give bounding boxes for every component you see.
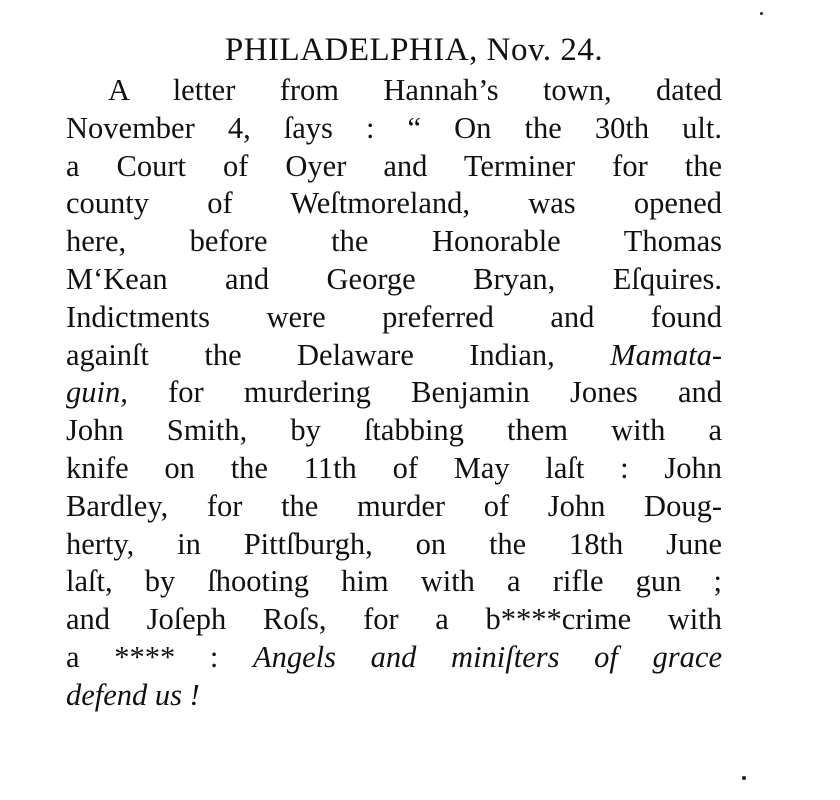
line-9-suffix: for murdering Benjamin Jones and (127, 375, 722, 410)
article-line-13: herty, in Pittſburgh, on the 18th June (66, 526, 722, 561)
article-line-7: Indictments were preferred and found (66, 299, 722, 334)
italic-mamataguin-1: Mamata- (610, 337, 722, 372)
article-line-12: Bardley, for the murder of John Doug- (66, 488, 722, 523)
italic-mamataguin-2: guin, (66, 375, 128, 410)
article-line-8 (66, 337, 722, 375)
italic-angels: Angels and miniſters of grace (252, 639, 722, 674)
article-line-4: county of Weſtmoreland, was opened (66, 186, 722, 221)
article-headline: PHILADELPHIA, Nov. 24. (224, 32, 604, 68)
article-line-5: here, before the Honorable Thomas (66, 224, 722, 259)
article-line-2: November 4, ſays : “ On the 30th ult. (66, 110, 722, 145)
article-line-11: knife on the 11th of May laſt : John (66, 450, 722, 485)
article-line-9 (66, 374, 722, 412)
line-16-prefix: a **** : (66, 639, 253, 674)
article-line-6: M‘Kean and George Bryan, Eſquires. (66, 261, 722, 296)
line-8-prefix: againſt the Delaware Indian, (66, 337, 611, 372)
ink-speck-top (760, 12, 763, 15)
article-line-17: defend us ! (66, 677, 200, 712)
news-article (66, 28, 722, 715)
article-line-3: a Court of Oyer and Terminer for the (66, 148, 722, 183)
article-line-14: laſt, by ſhooting him with a rifle gun ; (66, 564, 722, 599)
article-line-10: John Smith, by ſtabbing them with a (66, 413, 722, 448)
article-line-1: A letter from Hannah’s town, dated (108, 73, 722, 107)
ink-speck-bottom (742, 776, 746, 780)
article-line-15: and Joſeph Roſs, for a b****crime with (66, 602, 722, 637)
article-line-16 (66, 639, 722, 677)
